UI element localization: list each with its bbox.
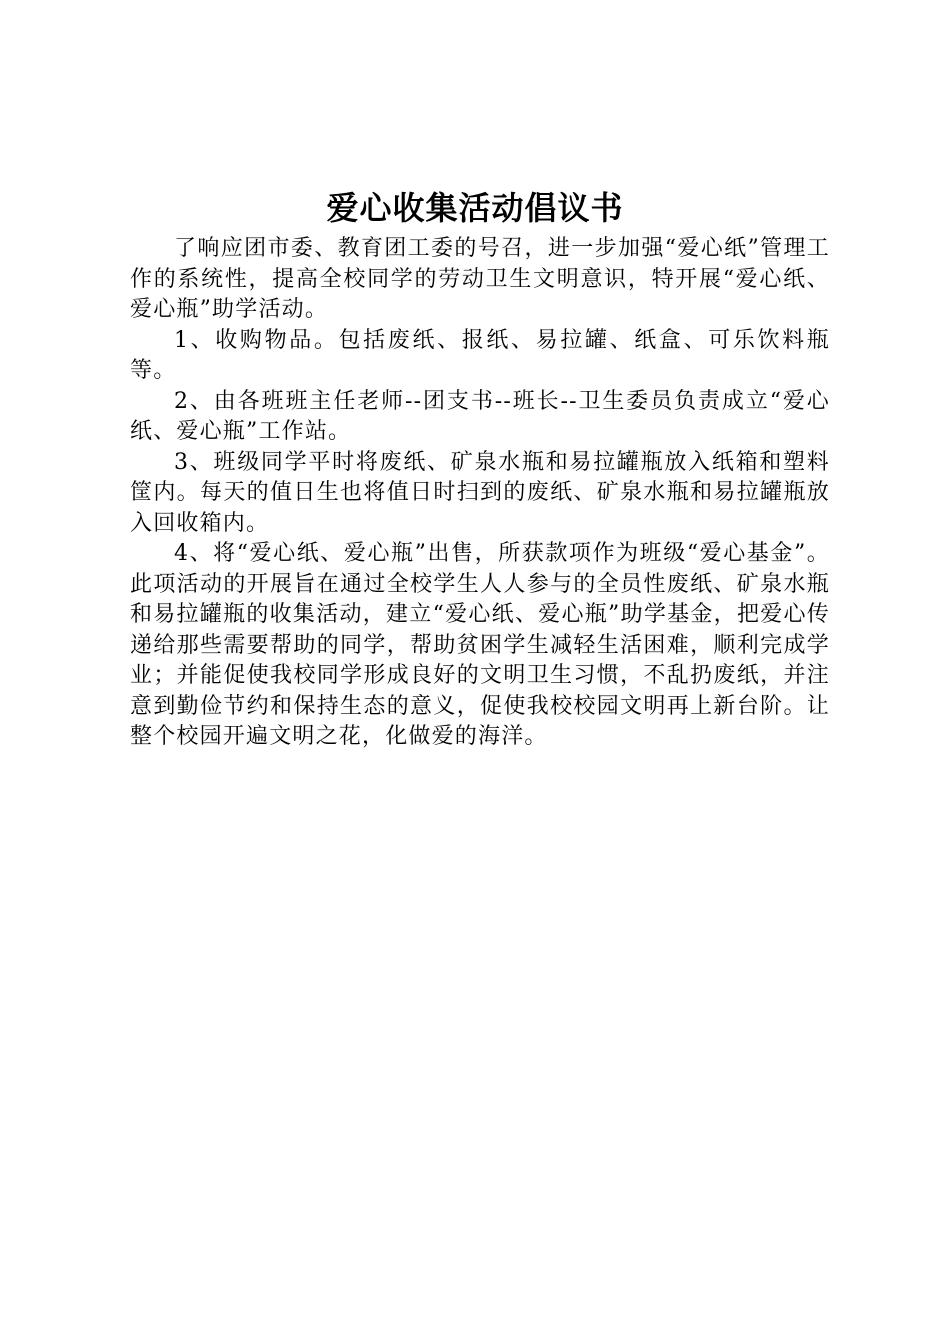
- item-4-paragraph: 4、将“爱心纸、爱心瓶”出售，所获款项作为班级“爱心基金”。此项活动的开展旨在通过全校学生人人参与的全员性废纸、矿泉水瓶和易拉罐瓶的收集活动，建立“爱心纸、爱心瓶”助学基金，把爱心传递给那些需要帮助的同学，帮助贫困学生减轻生活困难，顺利完成学业；并能促使我校同学形成良好的文明卫生习惯，不乱扔废纸，并注意到勤俭节约和保持生态的意义，促使我校校园文明再上新台阶。让整个校园开遍文明之花，化做爱的海洋。: [130, 541, 830, 749]
- document-title: 爱心收集活动倡议书: [326, 189, 624, 227]
- item-2-paragraph: 2、由各班班主任老师--团支书--班长--卫生委员负责成立“爱心纸、爱心瓶”工作站。: [130, 388, 830, 444]
- intro-paragraph: 了响应团市委、教育团工委的号召，进一步加强“爱心纸”管理工作的系统性，提高全校同学的劳动卫生文明意识，特开展“爱心纸、爱心瓶”助学活动。: [130, 236, 830, 322]
- item-1-paragraph: 1、收购物品。包括废纸、报纸、易拉罐、纸盒、可乐饮料瓶等。: [130, 327, 830, 383]
- document-body: [130, 234, 830, 753]
- item-3-paragraph: 3、班级同学平时将废纸、矿泉水瓶和易拉罐瓶放入纸箱和塑料筐内。每天的值日生也将值日时扫到的废纸、矿泉水瓶和易拉罐瓶放入回收箱内。: [130, 449, 830, 536]
